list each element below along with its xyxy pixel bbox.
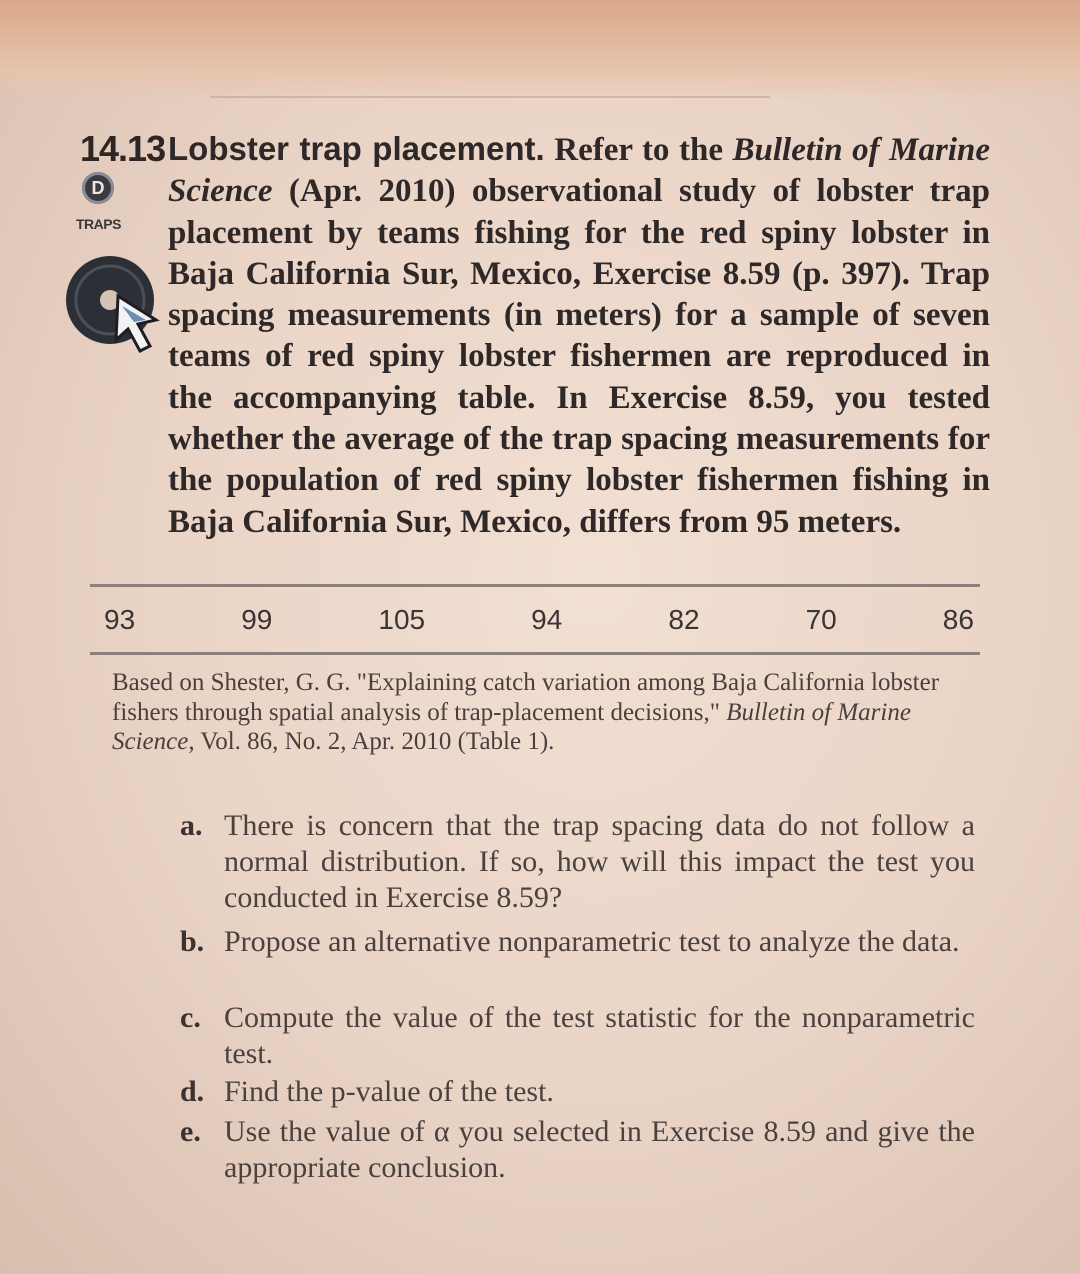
question-c xyxy=(180,1000,975,1072)
exercise-number: 14.13 xyxy=(80,128,166,169)
source-journal: Bulletin of Marine Science xyxy=(112,698,911,755)
exercise-title: Lobster trap placement. xyxy=(168,130,545,167)
data-set-badge-icon: D xyxy=(82,172,114,204)
data-file-tag: TRAPS xyxy=(76,216,121,232)
question-label: c. xyxy=(180,1001,201,1034)
table-cell: 86 xyxy=(942,604,974,635)
question-d xyxy=(180,1074,975,1110)
table-cell: 94 xyxy=(531,604,563,635)
question-text: Compute the value of the test statistic for the nonparametric test. xyxy=(224,1001,975,1070)
exercise-intro xyxy=(168,128,990,543)
table-cell: 82 xyxy=(668,604,700,635)
source-text-1: Based on Shester, G. G. "Explaining catch variation among Baja California lobster fishers through spatial analysis of trap-placement decisions," xyxy=(112,669,940,726)
table-cell: 99 xyxy=(241,604,273,635)
intro-text-2: (Apr. 2010) observational study of lobster trap placement by teams fishing for the red spiny lobster in Baja California Sur, Mexico, Exercise 8.59 (p. 397). Trap spacing measurements (in meters) for a sample of seven teams of red spiny lobster fishermen are reproduced in the accompanying table. In Exercise 8.59, you tested whether the average of the trap spacing measurements for the population of red spiny lobster fishermen fishing in Baja California Sur, Mexico, differs from 95 meters. xyxy=(168,173,990,540)
source-text-2: , Vol. 86, No. 2, Apr. 2010 (Table 1). xyxy=(188,728,555,755)
table-cell: 105 xyxy=(378,604,426,635)
journal-title: Bulletin of Marine Science xyxy=(168,132,990,210)
question-b xyxy=(180,924,975,960)
question-e xyxy=(180,1114,975,1186)
trap-spacing-table-row xyxy=(104,604,974,636)
question-label: e. xyxy=(180,1115,201,1148)
table-bottom-rule xyxy=(90,652,980,655)
table-cell: 70 xyxy=(805,604,837,635)
question-label: a. xyxy=(180,809,203,842)
question-a xyxy=(180,808,975,916)
table-source-note xyxy=(112,668,972,757)
question-text: Propose an alternative nonparametric test to analyze the data. xyxy=(224,925,960,958)
question-text: There is concern that the trap spacing data do not follow a normal distribution. If so, how will this impact the test you conducted in Exercise 8.59? xyxy=(224,809,975,914)
question-label: d. xyxy=(180,1075,205,1108)
intro-text-1: Refer to the xyxy=(554,132,733,168)
question-text: Find the p-value of the test. xyxy=(224,1075,554,1108)
data-disc-cursor-icon xyxy=(66,250,162,358)
question-text: Use the value of α you selected in Exercise 8.59 and give the appropriate conclusion. xyxy=(224,1115,975,1184)
table-cell: 93 xyxy=(104,604,136,635)
question-label: b. xyxy=(180,925,205,958)
table-top-rule xyxy=(90,584,980,587)
